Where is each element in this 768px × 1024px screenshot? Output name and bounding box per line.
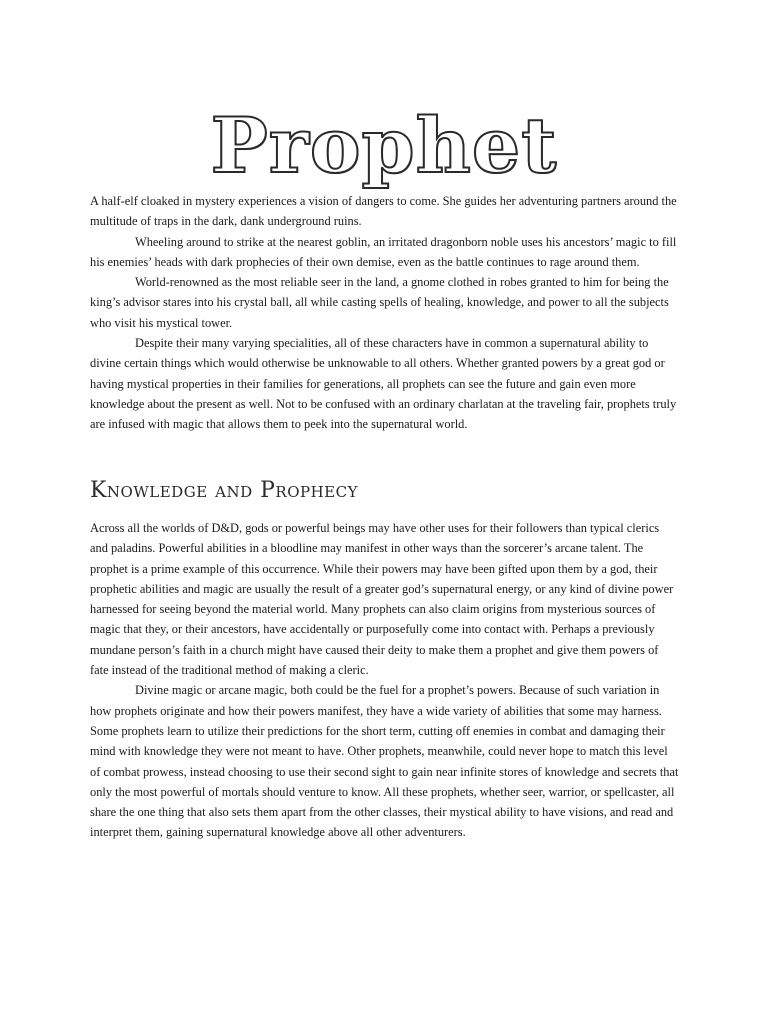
section-paragraph: Across all the worlds of D&D, gods or powerful beings may have other uses for their followers than typical clerics and paladins. Powerful abilities in a bloodline may manifest in other ways than the sorcerer’s arcane talent. The prophet is a prime example of this occurrence. While their powers may have been gifted upon them by a god, their prophetic abilities and magic are usually the result of a greater god’s supernatural energy, or any kind of divine power harnessed for seeing beyond the material world. Many prophets can also claim origins from mysterious sources of magic that they, or their ancestors, have accidentally or purposefully come into contact with. Perhaps a previously mundane person’s faith in a church might have caused their deity to make them a prophet and give them powers of fate instead of the traditional method of making a cleric.	[90, 521, 674, 678]
intro-paragraph: A half-elf cloaked in mystery experiences a vision of dangers to come. She guides her adventuring partners around the multitude of traps in the dark, dank underground ruins.	[90, 194, 677, 229]
intro-paragraph: Despite their many varying specialities, all of these characters have in common a supernatural ability to divine certain things which would otherwise be unknowable to all others. Whether granted powers by a great god or having mystical properties in their families for generations, all prophets can see the future and gain even more knowledge about the present as well. Not to be confused with an ordinary charlatan at the traveling fair, prophets truly are infused with magic that allows them to peek into the supernatural world.	[90, 336, 677, 432]
intro-text	[90, 191, 680, 435]
section-text	[90, 518, 680, 843]
section-heading: Knowledge and Prophecy	[90, 478, 359, 503]
section-paragraph: Divine magic or arcane magic, both could be the fuel for a prophet’s powers. Because of such variation in how prophets originate and how their powers manifest, they have a wide variety of abilities that some may harness. Some prophets learn to utilize their predictions for the short term, cutting off enemies in combat and damaging their mind with knowledge they were not meant to have. Other prophets, meanwhile, could never hope to match this level of combat prowess, instead choosing to use their second sight to gain near infinite stores of knowledge and secrets that only the most powerful of mortals should venture to know. All these prophets, whether seer, warrior, or spellcaster, all share the one thing that also sets them apart from the other classes, their mystical ability to have visions, and read and interpret them, gaining supernatural knowledge above all other adventurers.	[90, 683, 679, 840]
intro-paragraph: World-renowned as the most reliable seer in the land, a gnome clothed in robes granted to him for being the king’s advisor stares into his crystal ball, all while casting spells of healing, knowledge, and power to all the subjects who visit his mystical tower.	[90, 275, 669, 330]
page-title: Prophet	[210, 101, 558, 190]
intro-paragraph: Wheeling around to strike at the nearest goblin, an irritated dragonborn noble uses his ancestors’ magic to fill his enemies’ heads with dark prophecies of their own demise, even as the battle continues to rage around them.	[90, 234, 677, 269]
